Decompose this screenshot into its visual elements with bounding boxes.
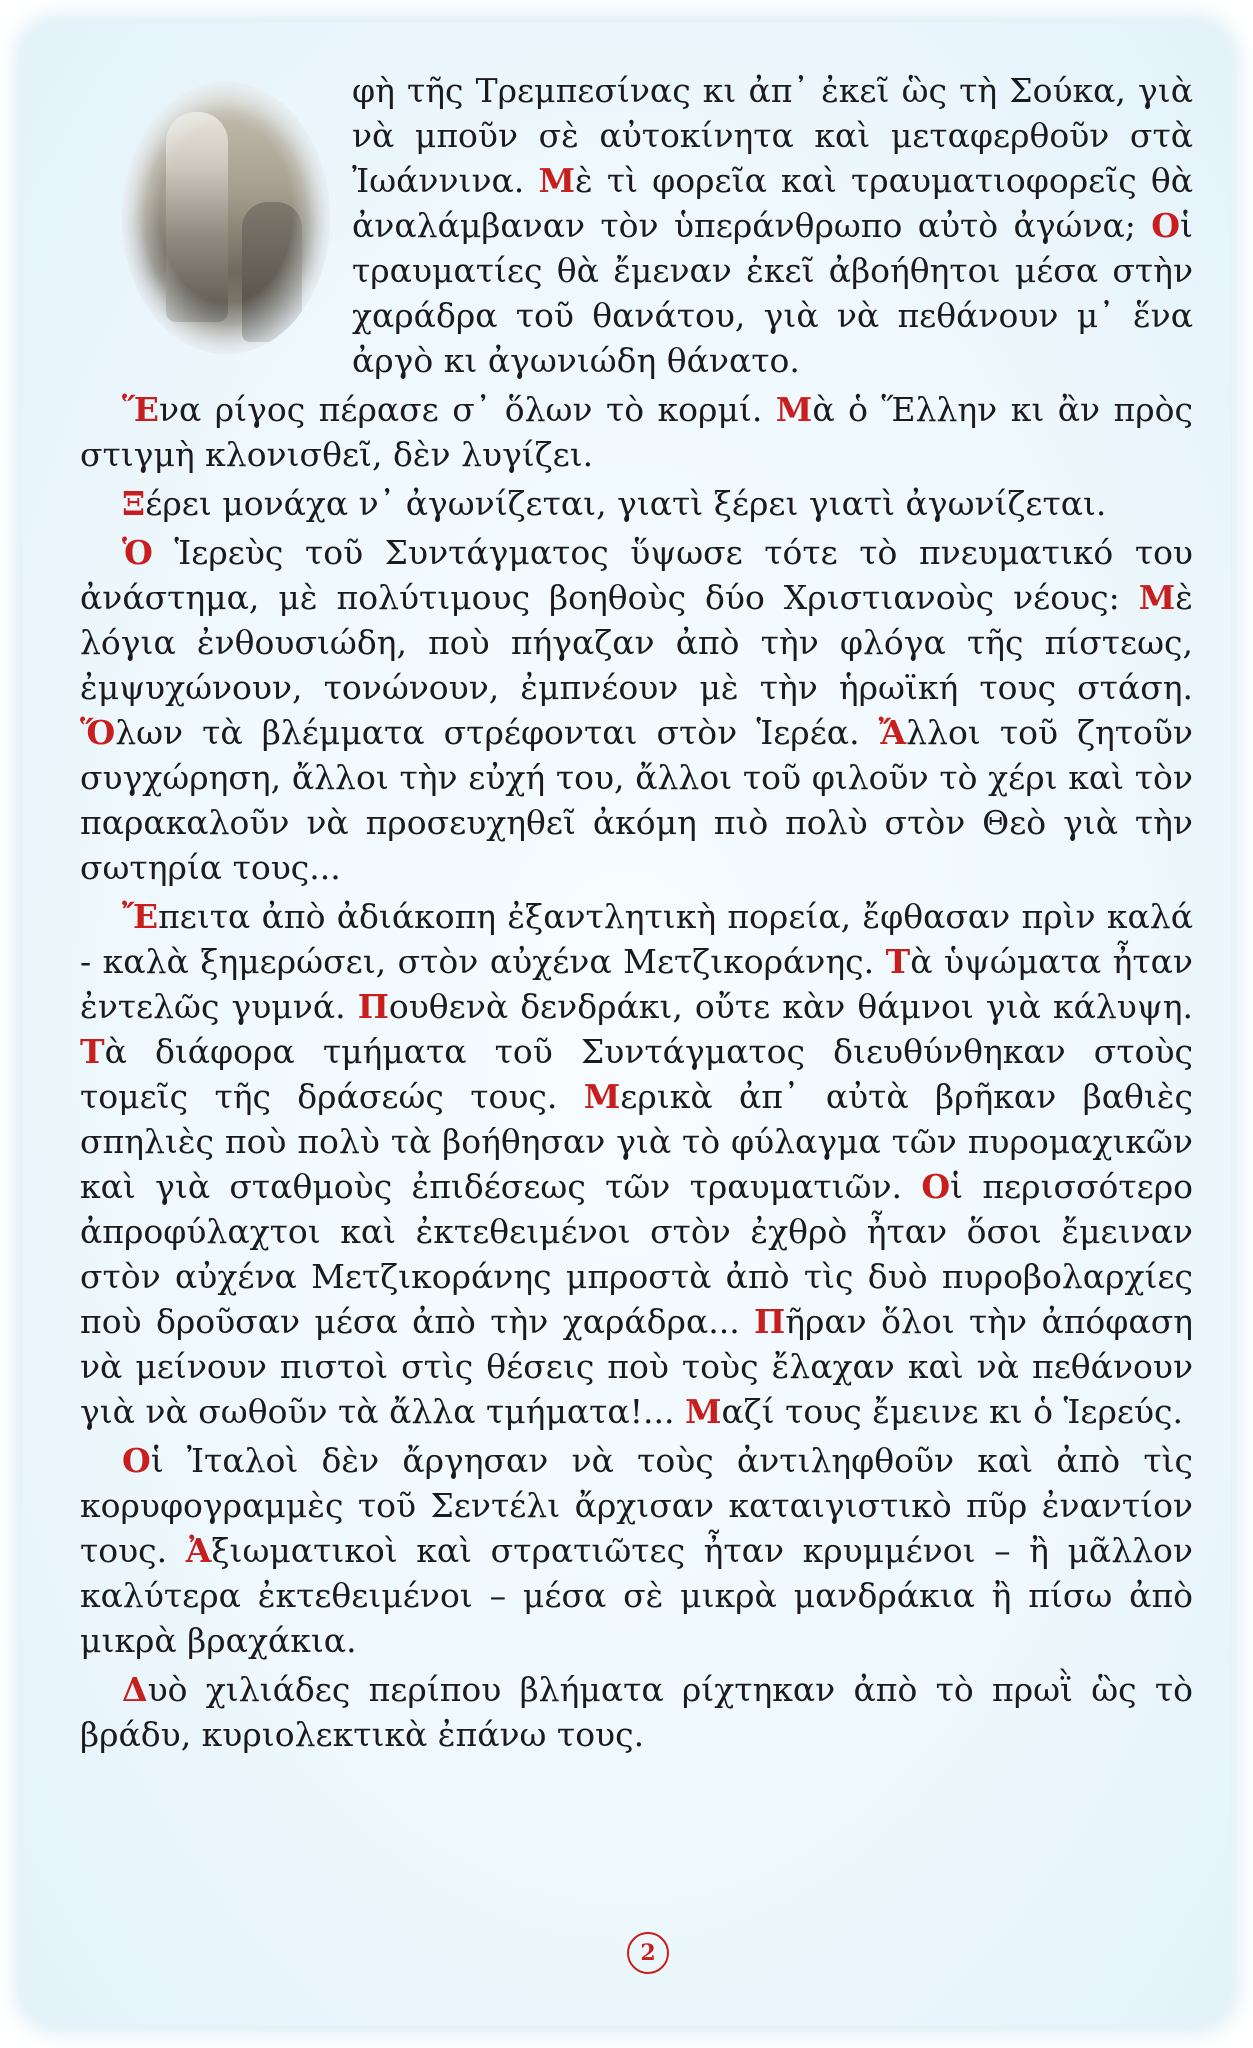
paragraph (80, 894, 1193, 1434)
red-initial: Π (357, 987, 389, 1026)
text-run: ξιωματικοὶ καὶ στρατιῶτες ἦταν κρυμμένοι – ἢ μᾶλλον καλύτερα ἐκτεθειμένοι – μέσα σὲ μικρὰ μανδράκια ἢ πίσω ἀπὸ μικρὰ βραχάκια. (80, 1531, 1193, 1660)
text-run: ὰ ὁ Ἕλλην κι ἂν πρὸς στιγμὴ κλονισθεῖ, δὲν λυγίζει. (80, 390, 1193, 474)
red-initial: Ο (1151, 206, 1181, 245)
red-initial: Μ (684, 1392, 722, 1431)
red-initial: Μ (538, 161, 575, 200)
text-run: λλοι τοῦ ζητοῦν συγχώρηση, ἄλλοι τὴν εὐχή του, ἄλλοι τοῦ φιλοῦν τὸ χέρι καὶ τὸν παρακαλοῦν νὰ προσευχηθεῖ ἀκόμη πιὸ πολὺ στὸν Θεὸ γιὰ τὴν σωτηρία τους... (80, 713, 1193, 887)
text-run: ῆραν ὅλοι τὴν ἀπόφαση νὰ μείνουν πιστοὶ στὶς θέσεις ποὺ τοὺς ἔλαχαν καὶ νὰ πεθάνουν γιὰ νὰ σωθοῦν τὰ ἄλλα τμήματα!... (80, 1302, 1193, 1431)
red-initial: Ἔ (122, 897, 159, 936)
red-initial: Ἀ (185, 1531, 212, 1570)
text-run: πειτα ἀπὸ ἀδιάκοπη ἐξαντλητικὴ πορεία, ἔφθασαν πρὶν καλά - καλὰ ξημερώσει, στὸν αὐχένα Μετζικοράνης. (80, 897, 1193, 981)
text-run: φὴ τῆς Τρεμπεσίνας κι ἀπ᾽ ἐκεῖ ὣς τὴ Σούκα, γιὰ νὰ μποῦν σὲ αὐτοκίνητα καὶ μεταφερθοῦν στὰ Ἰωάννινα. (352, 71, 1193, 200)
red-initial: Ξ (122, 484, 146, 523)
text-run: ἱ περισσότερο ἀπροφύλαχτοι καὶ ἐκτεθειμένοι στὸν ἐχθρὸ ἦταν ὅσοι ἔμειναν στὸν αὐχένα Μετζικοράνης μπροστὰ ἀπὸ τὶς δυὸ πυροβολαρχίες ποὺ δροῦσαν μέσα ἀπὸ τὴν χαράδρα... (80, 1167, 1193, 1341)
red-initial: Ο (921, 1167, 951, 1206)
text-run: να ρίγος πέρασε σ᾽ ὅλων τὸ κορμί. (158, 390, 776, 429)
red-initial: Μ (775, 390, 813, 429)
text-run: ουθενὰ δενδράκι, οὔτε κὰν θάμνοι γιὰ κάλυψη. (388, 987, 1193, 1026)
red-initial: Ἄ (878, 713, 907, 752)
text-run: λων τὰ βλέμματα στρέφονται στὸν Ἱερέα. (115, 713, 879, 752)
red-initial: Ἕ (122, 390, 159, 429)
red-initial: Π (754, 1302, 786, 1341)
text-run: ὰ ὑψώματα ἦταν ἐντελῶς γυμνά. (80, 942, 1193, 1026)
red-initial: Μ (1138, 578, 1176, 617)
text-run: έρει μονάχα ν᾽ ἀγωνίζεται, γιατὶ ξέρει γιατὶ ἀγωνίζεται. (145, 484, 1107, 523)
photo-vintage-icon (122, 82, 330, 354)
paragraph (80, 1667, 1193, 1757)
text-run: ἱ Ἰταλοὶ δὲν ἄργησαν νὰ τοὺς ἀντιληφθοῦν καὶ ἀπὸ τὶς κορυφογραμμὲς τοῦ Σεντέλι ἄρχισαν καταιγιστικὸ πῦρ ἐναντίον τους. (80, 1441, 1193, 1570)
text-run: ὰ διάφορα τμήματα τοῦ Συντάγματος διευθύνθηκαν στοὺς τομεῖς τῆς δράσεώς τους. (80, 1032, 1193, 1116)
red-initial: Δ (122, 1670, 148, 1709)
red-initial: Ὁ (122, 533, 153, 572)
paragraph (80, 481, 1193, 526)
paragraph (80, 387, 1193, 477)
text-run: ερικὰ ἀπ᾽ αὐτὰ βρῆκαν βαθιὲς σπηλιὲς ποὺ πολὺ τὰ βοήθησαν γιὰ τὸ φύλαγμα τῶν πυρομαχικῶν καὶ γιὰ σταθμοὺς ἐπιδέσεως τῶν τραυματιῶν. (80, 1077, 1193, 1206)
red-initial: Ὅ (80, 713, 116, 752)
red-initial: Τ (885, 942, 911, 981)
red-initial: Μ (583, 1077, 621, 1116)
paragraph (80, 1438, 1193, 1663)
text-run: ὲ λόγια ἐνθουσιώδη, ποὺ πήγαζαν ἀπὸ τὴν φλόγα τῆς πίστεως, ἐμψυχώνουν, τονώνουν, ἐμπνέουν μὲ τὴν ἡρωϊκή τους στάση. (80, 578, 1193, 707)
red-initial: Τ (80, 1032, 105, 1071)
text-run: ὲ τὶ φορεῖα καὶ τραυματιοφορεῖς θὰ ἀναλάμβαναν τὸν ὑπεράνθρωπο αὐτὸ ἀγώνα; (352, 161, 1193, 245)
text-run: Ἱερεὺς τοῦ Συντάγματος ὕψωσε τότε τὸ πνευματικό του ἀνάστημα, μὲ πολύτιμους βοηθοὺς δύο Χριστιανοὺς νέους: (80, 533, 1193, 617)
paragraph (80, 530, 1193, 890)
page-background (22, 22, 1231, 2026)
text-body (80, 68, 1193, 1761)
page-number: 2 (627, 1932, 669, 1974)
text-run: ἱ τραυματίες θὰ ἔμεναν ἐκεῖ ἀβοήθητοι μέσα στὴν χαράδρα τοῦ θανάτου, γιὰ νὰ πεθάνουν μ᾽ ἕνα ἀργὸ κι ἀγωνιώδη θάνατο. (352, 206, 1193, 380)
text-run: αζί τους ἔμεινε κι ὁ Ἱερεύς. (721, 1392, 1184, 1431)
photo-vignette (122, 82, 330, 354)
red-initial: Ο (122, 1441, 151, 1480)
text-run: υὸ χιλιάδες περίπου βλήματα ρίχτηκαν ἀπὸ τὸ πρωῒ ὣς τὸ βράδυ, κυριολεκτικὰ ἐπάνω τους. (80, 1670, 1193, 1754)
